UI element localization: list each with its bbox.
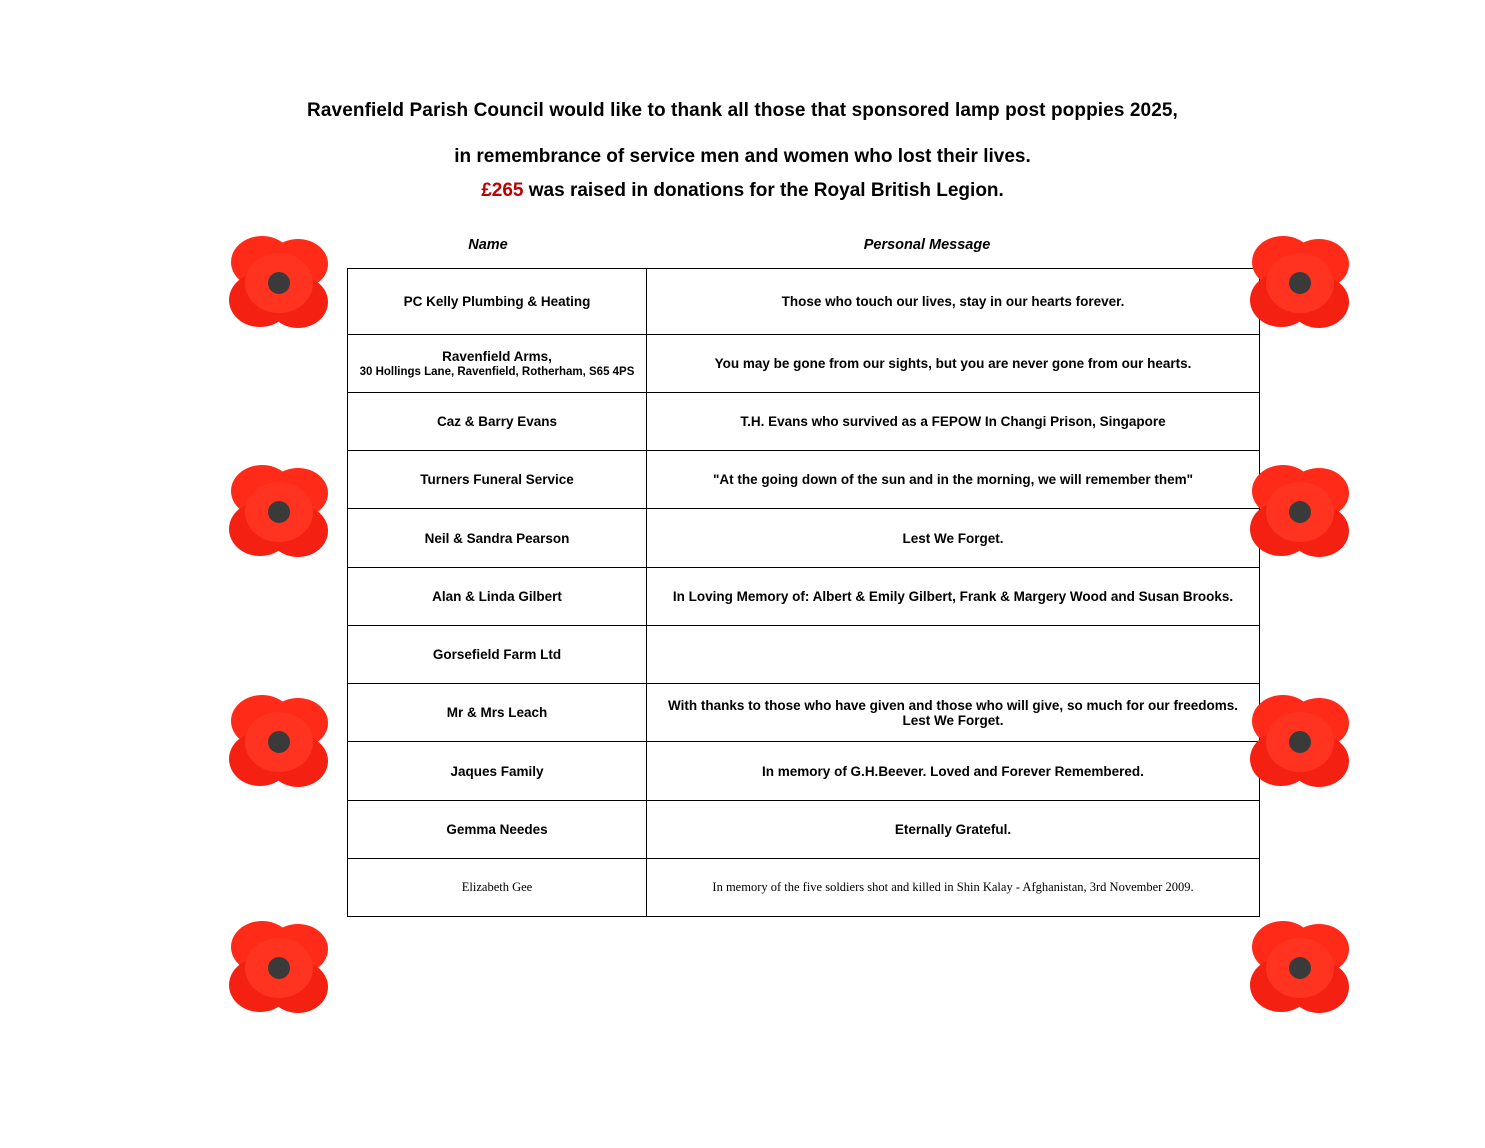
table-row: [348, 335, 1260, 393]
sponsor-message: Those who touch our lives, stay in our hearts forever.: [647, 269, 1260, 335]
sponsor-name: Elizabeth Gee: [348, 859, 647, 917]
sponsor-message: In memory of the five soldiers shot and killed in Shin Kalay - Afghanistan, 3rd November 2009.: [647, 859, 1260, 917]
column-heading-personal-message: Personal Message: [863, 237, 991, 253]
sponsor-message: [647, 626, 1260, 684]
poppy-flower-icon: [1243, 228, 1355, 340]
table-row: [348, 393, 1260, 451]
poppy-flower-icon: [222, 687, 334, 799]
poppy-flower-icon: [1243, 457, 1355, 569]
sponsors-table: [347, 268, 1260, 917]
poppy-flower-icon: [222, 228, 334, 340]
sponsor-name: Gorsefield Farm Ltd: [348, 626, 647, 684]
sponsor-name: Turners Funeral Service: [348, 451, 647, 509]
column-heading-name: Name: [468, 237, 508, 253]
header-line-3: [0, 180, 1485, 202]
header-line-3-rest: was raised in donations for the Royal British Legion.: [523, 180, 1004, 201]
table-row: [348, 801, 1260, 859]
document-header: [0, 100, 1485, 202]
sponsor-message: With thanks to those who have given and those who will give, so much for our freedoms. Lest We Forget.: [647, 684, 1260, 742]
sponsor-name: Jaques Family: [348, 742, 647, 801]
table-row: [348, 451, 1260, 509]
table-row: [348, 859, 1260, 917]
table-row: [348, 626, 1260, 684]
table-row: [348, 742, 1260, 801]
donation-amount: £265: [481, 180, 524, 201]
table-row: [348, 684, 1260, 742]
table-column-headings: [347, 237, 1225, 261]
poppy-flower-icon: [1243, 913, 1355, 1025]
header-line-2: in remembrance of service men and women who lost their lives.: [454, 146, 1031, 167]
table-row: [348, 568, 1260, 626]
sponsor-message: You may be gone from our sights, but you are never gone from our hearts.: [647, 335, 1260, 393]
poppy-flower-icon: [1243, 687, 1355, 799]
sponsor-message: In memory of G.H.Beever. Loved and Forever Remembered.: [647, 742, 1260, 801]
sponsor-name: Gemma Needes: [348, 801, 647, 859]
sponsor-message: Eternally Grateful.: [647, 801, 1260, 859]
sponsor-name: PC Kelly Plumbing & Heating: [348, 269, 647, 335]
sponsor-name: [348, 335, 647, 393]
poppy-flower-icon: [222, 913, 334, 1025]
sponsor-name-main: Ravenfield Arms,: [442, 349, 552, 364]
poppy-flower-icon: [222, 457, 334, 569]
sponsor-name: Mr & Mrs Leach: [348, 684, 647, 742]
table-row: [348, 509, 1260, 568]
sponsor-message: "At the going down of the sun and in the morning, we will remember them": [647, 451, 1260, 509]
sponsor-name-address: 30 Hollings Lane, Ravenfield, Rotherham, S65 4PS: [359, 366, 635, 378]
header-line-1: Ravenfield Parish Council would like to thank all those that sponsored lamp post poppies 2025,: [307, 100, 1178, 121]
sponsor-message: Lest We Forget.: [647, 509, 1260, 568]
sponsor-message: T.H. Evans who survived as a FEPOW In Changi Prison, Singapore: [647, 393, 1260, 451]
sponsor-name: Alan & Linda Gilbert: [348, 568, 647, 626]
sponsor-name: Caz & Barry Evans: [348, 393, 647, 451]
table-row: [348, 269, 1260, 335]
sponsor-message: In Loving Memory of: Albert & Emily Gilbert, Frank & Margery Wood and Susan Brooks.: [647, 568, 1260, 626]
sponsor-name: Neil & Sandra Pearson: [348, 509, 647, 568]
